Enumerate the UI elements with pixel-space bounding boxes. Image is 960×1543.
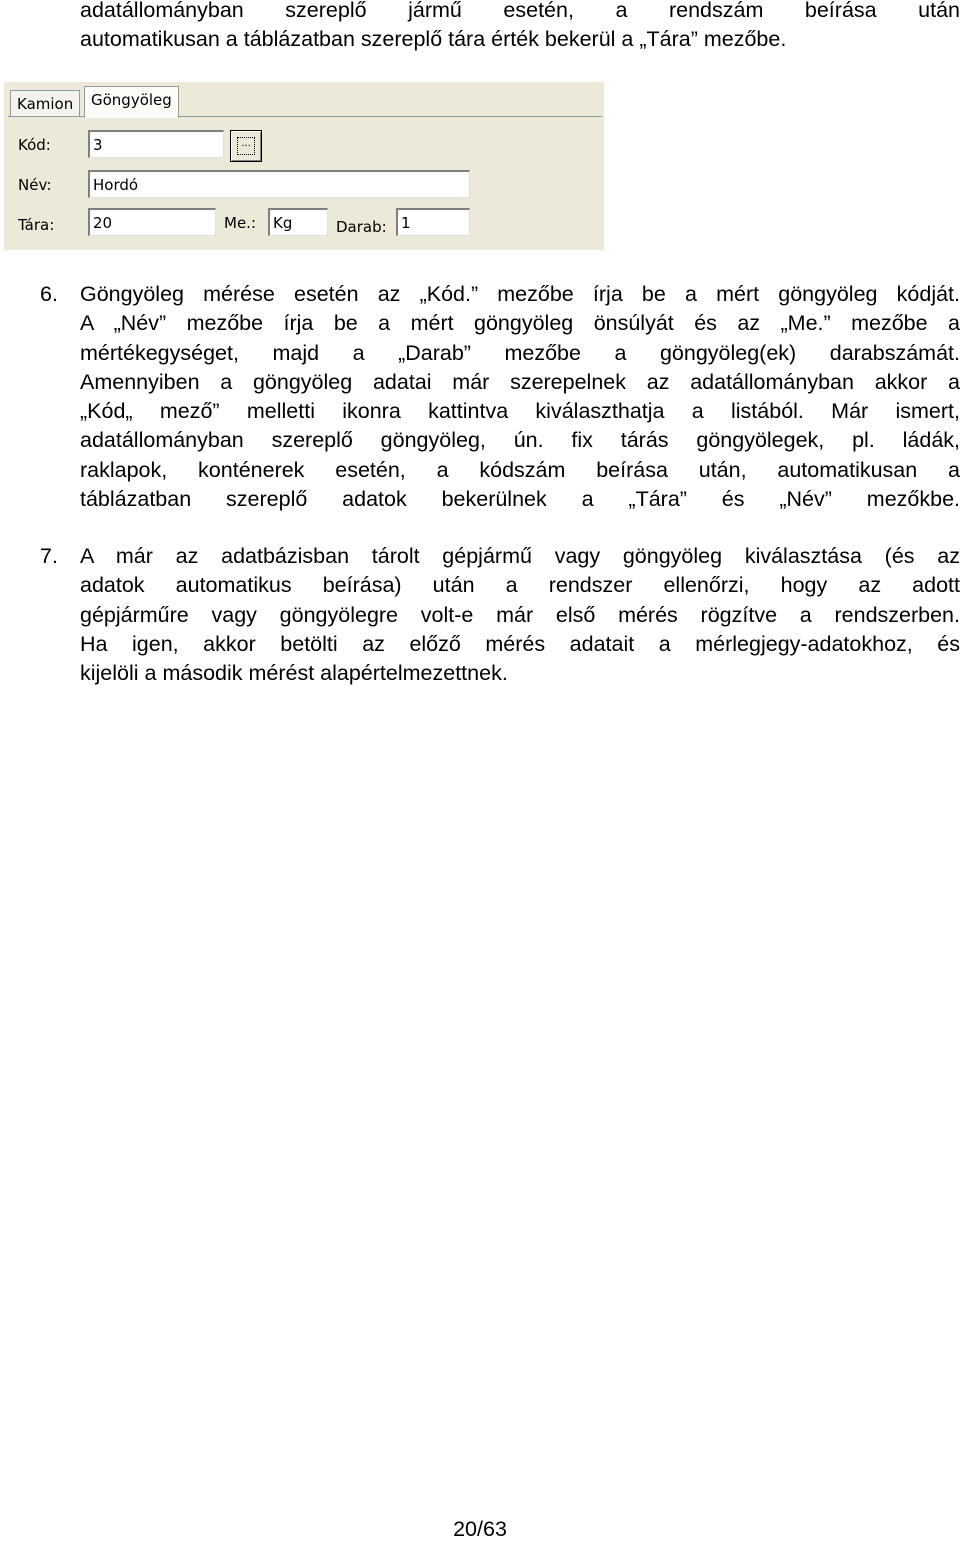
darab-field[interactable]: 1 xyxy=(396,208,470,236)
item-number: 6. xyxy=(40,282,58,306)
goods-dialog xyxy=(4,82,604,250)
item-paragraph xyxy=(80,280,960,514)
tab-gongyoleg[interactable] xyxy=(84,86,179,118)
nev-field[interactable]: Hordó xyxy=(88,170,470,198)
item-line: táblázatban szereplő adatok bekerülnek a „Tára” és „Név” mezőkbe. xyxy=(80,487,960,512)
ellipsis-icon: ... xyxy=(237,137,255,155)
intro-paragraph xyxy=(80,0,960,55)
item-line: „Kód„ mező” melletti ikonra kattintva kiválaszthatja a listából. Már ismert, xyxy=(80,399,960,424)
me-field[interactable]: Kg xyxy=(268,208,328,236)
intro-line: automatikusan a táblázatban szereplő tára érték bekerül a „Tára” mezőbe. xyxy=(80,27,787,52)
tara-field[interactable]: 20 xyxy=(88,208,216,236)
item-line: Amennyiben a göngyöleg adatai már szerepelnek az adatállományban akkor a xyxy=(80,369,960,394)
darab-label: Darab: xyxy=(336,218,387,236)
nev-label: Név: xyxy=(18,176,52,194)
item-line: Göngyöleg mérése esetén az „Kód.” mezőbe írja be a mért göngyöleg kódját. xyxy=(80,282,960,306)
item-line: Ha igen, akkor betölti az előző mérés adatait a mérlegjegy-adatokhoz, és xyxy=(80,631,960,656)
intro-line: adatállományban szereplő jármű esetén, a rendszám beírása után xyxy=(80,0,960,22)
kod-field[interactable]: 3 xyxy=(88,130,224,158)
tara-label: Tára: xyxy=(18,216,55,234)
item-line: gépjárműre vagy göngyölegre volt-e már első mérés rögzítve a rendszerben. xyxy=(80,602,960,627)
tab-kamion-label: Kamion xyxy=(17,95,74,113)
kod-browse-button[interactable] xyxy=(230,130,262,162)
kod-label: Kód: xyxy=(18,136,51,154)
page-number: 20/63 xyxy=(453,1517,507,1541)
item-line: adatállományban szereplő göngyöleg, ún. fix tárás göngyölegek, pl. ládák, xyxy=(80,428,960,453)
item-line: A „Név” mezőbe írja be a mért göngyöleg önsúlyát és az „Me.” mezőbe a xyxy=(80,311,960,336)
tab-gongyoleg-label: Göngyöleg xyxy=(91,91,172,109)
item-line: adatok automatikus beírása) után a rendszer ellenőrzi, hogy az adott xyxy=(80,573,960,598)
item-line: mértékegységet, majd a „Darab” mezőbe a göngyöleg(ek) darabszámát. xyxy=(80,340,960,365)
item-number: 7. xyxy=(40,544,58,568)
item-line: raklapok, konténerek esetén, a kódszám beírása után, automatikusan a xyxy=(80,457,960,482)
tab-kamion[interactable] xyxy=(10,90,80,117)
item-paragraph xyxy=(80,542,960,688)
item-line: kijelöli a második mérést alapértelmezettnek. xyxy=(80,661,508,686)
item-line: A már az adatbázisban tárolt gépjármű vagy göngyöleg kiválasztása (és az xyxy=(80,544,960,568)
me-label: Me.: xyxy=(224,214,256,232)
